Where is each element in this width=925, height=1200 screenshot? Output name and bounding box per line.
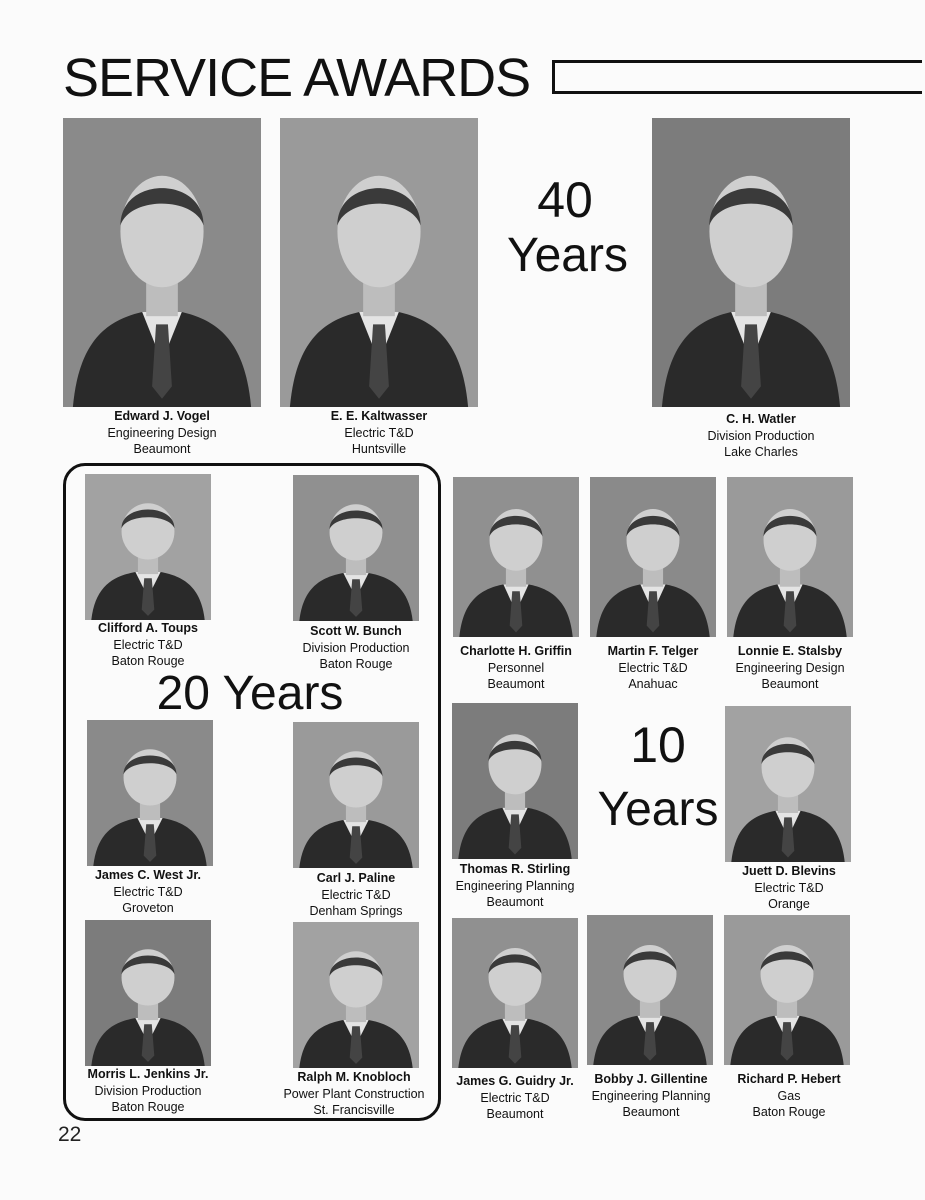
- person-name: James G. Guidry Jr.: [456, 1074, 574, 1088]
- portrait-photo: [85, 920, 211, 1066]
- person-name: Clifford A. Toups: [98, 621, 198, 635]
- person-name: Morris L. Jenkins Jr.: [87, 1067, 209, 1081]
- person-name: Carl J. Paline: [316, 871, 396, 885]
- person-city: Baton Rouge: [111, 1100, 185, 1114]
- person-dept: Electric T&D: [321, 887, 391, 902]
- person-city: Baton Rouge: [319, 657, 393, 671]
- portrait-photo: [87, 720, 213, 866]
- caption-lonnie-stalsby: [718, 643, 862, 693]
- person-name: Martin F. Telger: [607, 644, 699, 658]
- portrait-photo: [652, 118, 850, 407]
- person-city: Lake Charles: [724, 445, 798, 459]
- twenty-years-label: 20 Years: [156, 667, 344, 720]
- portrait-photo: [453, 477, 579, 637]
- caption-richard-hebert: [716, 1071, 862, 1121]
- person-name: Juett D. Blevins: [742, 864, 836, 878]
- person-city: St. Francisville: [313, 1103, 395, 1117]
- caption-scott-bunch: [280, 623, 432, 673]
- caption-e-kaltwasser: [280, 408, 478, 458]
- person-city: Beaumont: [487, 677, 545, 691]
- person-name: E. E. Kaltwasser: [330, 409, 428, 423]
- forty-number: 40: [537, 172, 593, 228]
- person-dept: Electric T&D: [113, 637, 183, 652]
- page-title: SERVICE AWARDS: [63, 48, 531, 108]
- portrait-photo: [293, 922, 419, 1068]
- forty-unit: Years: [507, 229, 628, 282]
- portrait-photo: [293, 722, 419, 868]
- person-name: Scott W. Bunch: [310, 624, 402, 638]
- person-city: Beaumont: [486, 895, 544, 909]
- person-name: Lonnie E. Stalsby: [737, 644, 843, 658]
- person-dept: Electric T&D: [480, 1090, 550, 1105]
- caption-ralph-knobloch: [272, 1069, 436, 1119]
- page-number: 22: [58, 1123, 82, 1146]
- caption-c-watler: [652, 411, 870, 461]
- caption-carl-paline: [280, 870, 432, 920]
- person-dept: Electric T&D: [754, 880, 824, 895]
- portrait-photo: [280, 118, 478, 407]
- person-name: Thomas R. Stirling: [459, 862, 571, 876]
- portrait-photo: [452, 918, 578, 1068]
- portrait-photo: [727, 477, 853, 637]
- person-name: James C. West Jr.: [94, 868, 202, 882]
- portrait-photo: [587, 915, 713, 1065]
- person-dept: Gas: [777, 1088, 801, 1103]
- portrait-photo: [725, 706, 851, 862]
- title-rule: [552, 60, 922, 94]
- caption-edward-vogel: [63, 408, 261, 458]
- ten-number: 10: [630, 717, 686, 773]
- person-dept: Engineering Planning: [591, 1088, 711, 1103]
- caption-charlotte-griffin: [443, 643, 589, 693]
- caption-james-guidry: [442, 1073, 588, 1123]
- person-name: Edward J. Vogel: [114, 409, 210, 423]
- person-city: Huntsville: [351, 442, 407, 456]
- person-city: Baton Rouge: [111, 654, 185, 668]
- person-dept: Engineering Design: [107, 425, 217, 440]
- caption-bobby-gillentine: [578, 1071, 724, 1121]
- person-city: Baton Rouge: [752, 1105, 826, 1119]
- person-city: Beaumont: [486, 1107, 544, 1121]
- person-name: Richard P. Hebert: [737, 1072, 841, 1086]
- portrait-photo: [724, 915, 850, 1065]
- person-dept: Power Plant Construction: [283, 1086, 425, 1101]
- ten-unit: Years: [597, 783, 719, 836]
- person-city: Beaumont: [133, 442, 191, 456]
- person-dept: Engineering Design: [735, 660, 845, 675]
- person-name: Charlotte H. Griffin: [460, 644, 572, 658]
- person-city: Beaumont: [622, 1105, 680, 1119]
- person-dept: Division Production: [94, 1083, 202, 1098]
- person-dept: Electric T&D: [113, 884, 183, 899]
- person-dept: Division Production: [707, 428, 815, 443]
- caption-martin-telger: [582, 643, 724, 693]
- caption-thomas-stirling: [442, 861, 588, 911]
- caption-juett-blevins: [718, 863, 860, 913]
- person-dept: Division Production: [302, 640, 410, 655]
- person-city: Orange: [768, 897, 810, 911]
- caption-james-west: [70, 867, 226, 917]
- person-name: C. H. Watler: [726, 412, 796, 426]
- person-dept: Engineering Planning: [455, 878, 575, 893]
- person-name: Ralph M. Knobloch: [297, 1070, 411, 1084]
- person-city: Anahuac: [628, 677, 678, 691]
- portrait-photo: [293, 475, 419, 621]
- portrait-photo: [85, 474, 211, 620]
- portrait-photo: [63, 118, 261, 407]
- portrait-photo: [452, 703, 578, 859]
- portrait-photo: [590, 477, 716, 637]
- caption-clifford-toups: [70, 620, 226, 670]
- person-dept: Personnel: [487, 660, 545, 675]
- person-city: Beaumont: [761, 677, 819, 691]
- person-city: Groveton: [122, 901, 174, 915]
- caption-morris-jenkins: [70, 1066, 226, 1116]
- person-name: Bobby J. Gillentine: [594, 1072, 708, 1086]
- person-dept: Electric T&D: [618, 660, 688, 675]
- person-city: Denham Springs: [309, 904, 403, 918]
- person-dept: Electric T&D: [344, 425, 414, 440]
